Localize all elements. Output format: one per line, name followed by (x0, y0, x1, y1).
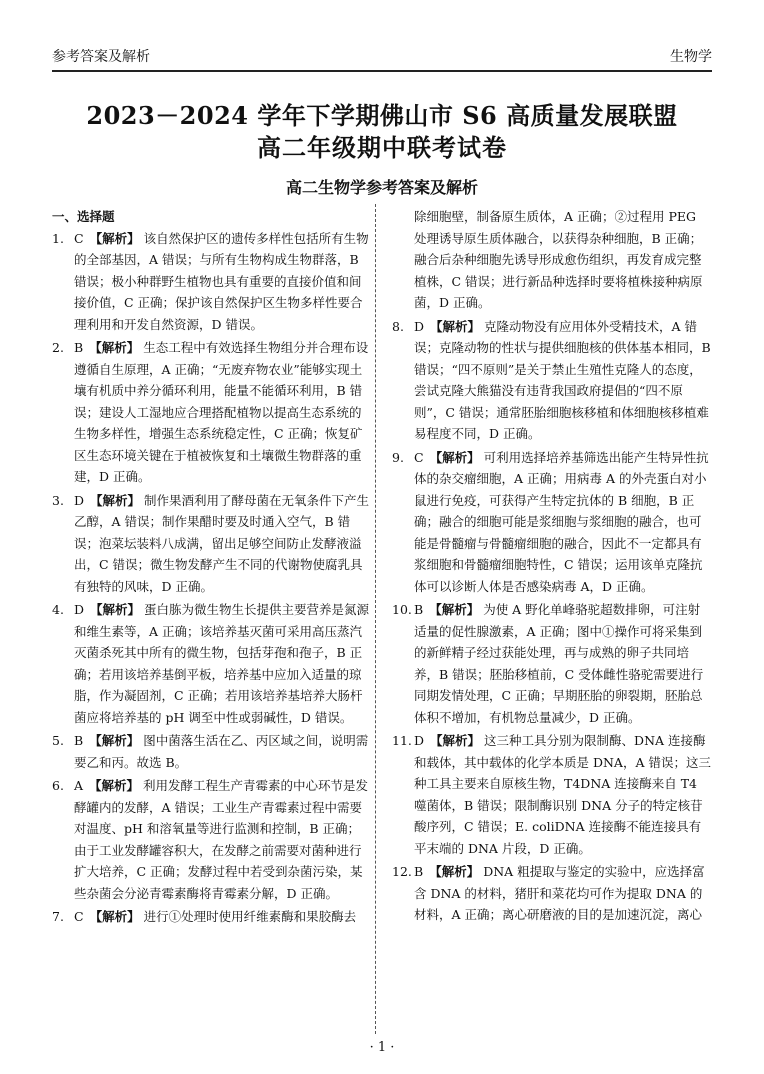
explanation-tag: 【解析】 (429, 449, 480, 465)
question-number: 11. (392, 733, 412, 748)
explanation-tag: 【解析】 (89, 778, 140, 793)
explanation-tag: 【解析】 (89, 733, 140, 748)
answer-item (52, 775, 372, 904)
column-divider (375, 204, 376, 1034)
answer-item (392, 316, 712, 445)
answer-letter: A (74, 778, 84, 793)
question-number: 1. (52, 230, 64, 246)
explanation-tag: 【解析】 (90, 492, 141, 508)
question-number: 4. (52, 602, 64, 617)
answer-item (52, 599, 372, 728)
exam-title-line2: 高二年级期中联考试卷 (257, 133, 507, 162)
explanation-tag: 【解析】 (89, 340, 140, 355)
right-column (392, 206, 712, 928)
answer-letter: B (74, 340, 84, 355)
question-number: 6. (52, 778, 64, 793)
page-number: · 1 · (369, 1040, 395, 1055)
question-number: 9. (392, 449, 404, 465)
question-number: 10. (392, 602, 412, 617)
answer-letter: C (414, 449, 424, 465)
question-number: 2. (52, 340, 64, 355)
continued-answer-text: 除细胞壁，制备原生质体，A 正确；②过程用 PEG 处理诱导原生质体融合，以获得杂种细胞，B 正确；融合后杂种细胞先诱导形成愈伤组织，再发育成完整植株，C 错误；进行新品种选择时要将植株接种病原菌，D 正确。 (414, 209, 703, 310)
explanation-text: 进行①处理时使用纤维素酶和果胶酶去 (143, 909, 357, 924)
answer-item (392, 447, 712, 598)
explanation-tag: 【解析】 (429, 602, 480, 617)
explanation-text: 生态工程中有效选择生物组分并合理布设遵循自生原理，A 正确；“无废弃物农业”能够实现土壤有机质中养分循环利用，能量不能循环利用，B 错误；建设人工湿地应合理搭配植物以提高生态系统的生物多样性，增强生态系统稳定性，C 正确；恢复矿区生态环境关键在于植被恢复和土壤微生物群落的重建，D 正确。 (74, 340, 369, 484)
explanation-tag: 【解析】 (430, 318, 481, 334)
question-number: 5. (52, 733, 64, 748)
answer-letter: C (74, 230, 84, 246)
explanation-tag: 【解析】 (90, 602, 141, 617)
explanation-tag: 【解析】 (89, 230, 140, 246)
explanation-text: 利用发酵工程生产青霉素的中心环节是发酵罐内的发酵，A 错误；工业生产青霉素过程中需要对温度、pH 和溶氧量等进行监测和控制，B 正确；由于工业发酵罐容积大，在发酵之前需要对菌种进行扩大培养，C 正确；发酵过程中若受到杂菌污染，某些杂菌会分泌青霉素酶将青霉素分解，D 正确。 (74, 778, 369, 901)
explanation-text: 该自然保护区的遗传多样性包括所有生物的全部基因，A 错误；与所有生物构成生物群落，B 错误；极小种群野生植物也具有重要的直接价值和间接价值，C 正确；保护该自然保护区生物多样性要合理利用和开发自然资源，D 错误。 (74, 230, 369, 332)
explanation-text: 这三种工具分别为限制酶、DNA 连接酶和载体，其中载体的化学本质是 DNA，A 错误；这三种工具主要来自原核生物，T4DNA 连接酶来自 T4 噬菌体，B 错误；限制酶识别 DNA 分子的特定核苷酸序列，C 错误；E. coliDNA 连接酶不能连接具有平末端的 DNA 片段，D 正确。 (414, 733, 711, 856)
document-subtitle: 高二生物学参考答案及解析 (285, 178, 478, 197)
answer-item (52, 337, 372, 488)
exam-title-line1: 2023－2024 学年下学期佛山市 S6 高质量发展联盟 (86, 101, 678, 130)
question-number: 3. (52, 492, 64, 508)
answer-letter: B (414, 864, 424, 879)
answer-letter: C (74, 909, 84, 924)
explanation-text: 为使 A 野化单峰骆驼超数排卵，可注射适量的促性腺激素，A 正确；图中①操作可将采集到的新鲜精子经过获能处理，再与成熟的卵子共同培养，B 错误；胚胎移植前，C 受体雌性骆驼需要进行同期发情处理，C 正确；早期胚胎的卵裂期，胚胎总体积不增加，有机物总量减少，D 正确。 (414, 602, 704, 725)
question-number: 12. (392, 864, 412, 879)
answer-letter: D (74, 602, 85, 617)
header-left-label: 参考答案及解析 (52, 49, 150, 65)
answer-item (52, 906, 372, 928)
answer-letter: D (414, 733, 425, 748)
answer-letter: D (74, 492, 85, 508)
explanation-text: 制作果酒利用了酵母菌在无氧条件下产生乙醇，A 错误；制作果醋时要及时通入空气，B 错误；泡菜坛装料八成满，留出足够空间防止发酵液溢出，C 错误；微生物发酵产生不同的代谢物使腐乳具有独特的风味，D 正确。 (74, 492, 370, 594)
header-subject-label: 生物学 (670, 49, 712, 65)
left-column (52, 206, 372, 930)
answer-item (52, 730, 372, 773)
answer-letter: B (414, 602, 424, 617)
explanation-tag: 【解析】 (89, 909, 140, 924)
explanation-text: 图中菌落生活在乙、丙区域之间，说明需要乙和丙。故选 B。 (74, 733, 369, 770)
answer-letter: B (74, 733, 84, 748)
explanation-text: 可利用选择培养基筛选出能产生特异性抗体的杂交瘤细胞，A 正确；用病毒 A 的外壳蛋白对小鼠进行免疫，可获得产生特定抗体的 B 细胞，B 正确；融合的细胞可能是浆细胞与浆细胞的融合，也可能是骨髓瘤与骨髓瘤细胞的融合，因此不一定都具有浆细胞和骨髓瘤细胞特性，C 错误；运用该单克隆抗体可以诊断人体是否感染病毒 A，D 正确。 (414, 449, 709, 594)
answer-letter: D (414, 318, 425, 334)
question-number: 7. (52, 909, 64, 924)
explanation-text: 蛋白胨为微生物生长提供主要营养是氮源和维生素等，A 正确；该培养基灭菌可采用高压蒸汽灭菌杀死其中所有的微生物，包括芽孢和孢子，B 正确；若用该培养基倒平板，培养基中应加入适量的琼脂，作为凝固剂，C 正确；若用该培养基培养大肠杆菌应将培养基的 pH 调至中性或弱碱性，D 错误。 (74, 602, 370, 725)
answer-item (392, 599, 712, 728)
explanation-text: 克隆动物没有应用体外受精技术，A 错误；克隆动物的性状与提供细胞核的供体基本相同，B 错误；“四不原则”是关于禁止生殖性克隆人的态度，尝试克隆大熊猫没有违背我国政府提倡的“四不原则”，C 错误；通常胚胎细胞核移植和体细胞核移植难易程度不同，D 正确。 (414, 318, 711, 441)
section-heading: 一、选择题 (52, 209, 115, 224)
header-rule (52, 70, 712, 72)
answer-item (52, 228, 372, 336)
explanation-text: DNA 粗提取与鉴定的实验中，应选择富含 DNA 的材料，猪肝和菜花均可作为提取 DNA 的材料，A 正确；离心研磨液的目的是加速沉淀，离心 (414, 864, 705, 922)
question-number: 8. (392, 318, 404, 334)
page-header (52, 46, 712, 68)
answer-item (52, 490, 372, 598)
explanation-tag: 【解析】 (430, 733, 481, 748)
explanation-tag: 【解析】 (429, 864, 480, 879)
answer-item (392, 730, 712, 859)
answer-item (392, 861, 712, 926)
